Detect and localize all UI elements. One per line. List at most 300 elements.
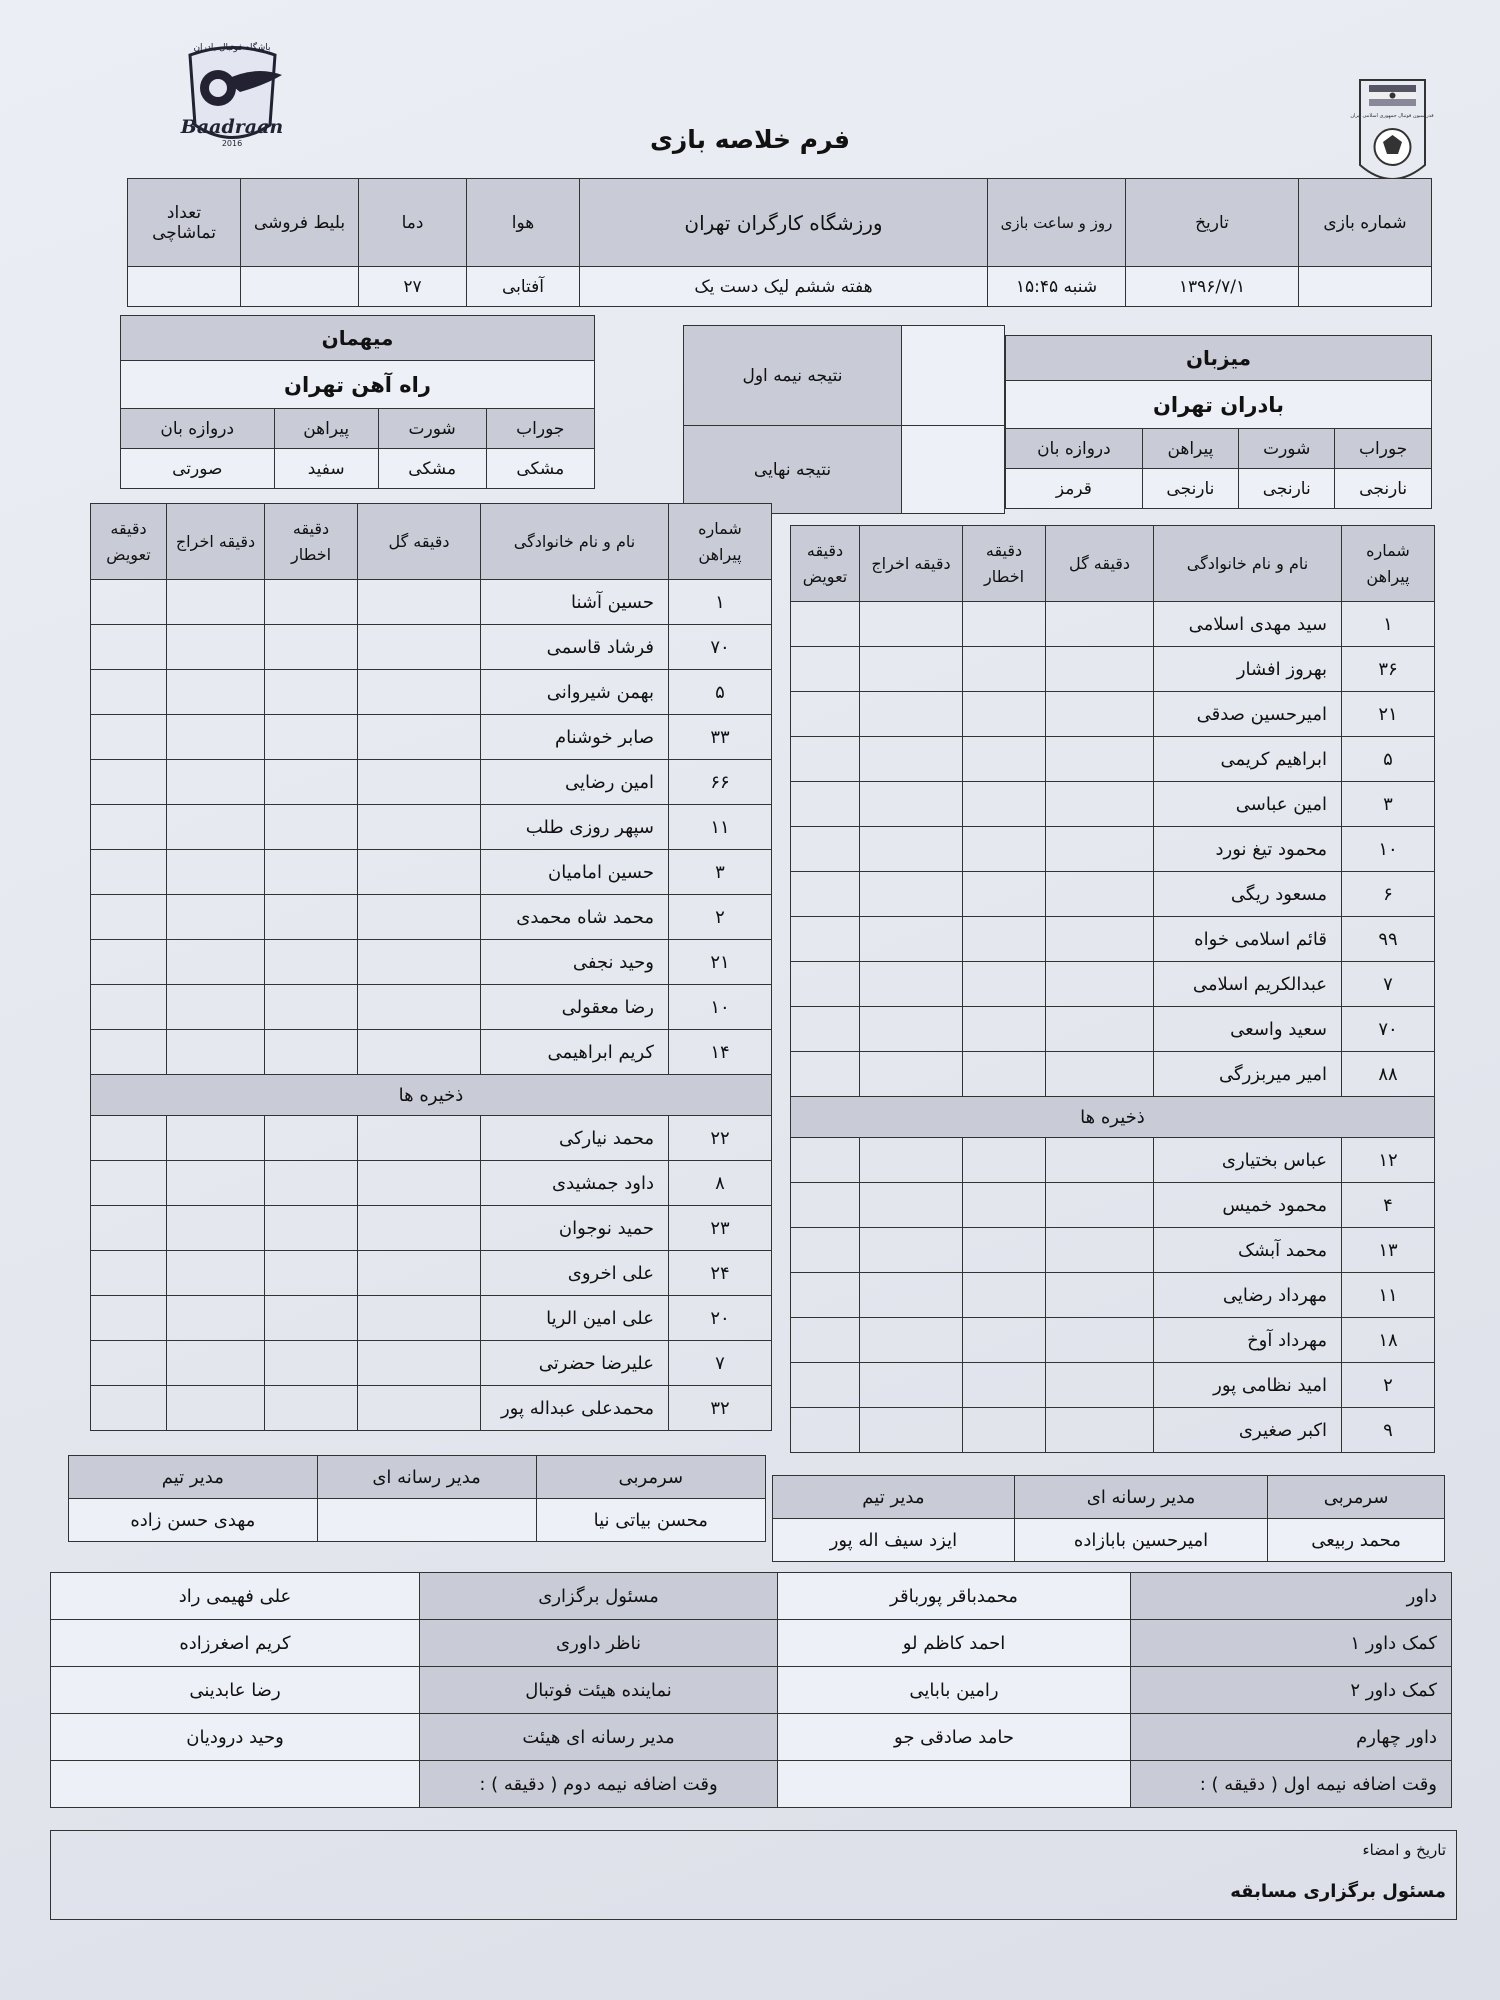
away-gk-label: دروازه بان: [121, 409, 275, 449]
player-name: سپهر روزی طلب: [481, 805, 669, 850]
away-shorts-label: شورت: [378, 409, 486, 449]
reserve-row: [91, 1386, 772, 1431]
sendoff-minute: [167, 1296, 265, 1341]
substitution-minute: [791, 872, 860, 917]
substitution-minute: [91, 850, 167, 895]
player-number: ۲۱: [1342, 692, 1435, 737]
board-rep-label: نماینده هیئت فوتبال: [420, 1667, 778, 1714]
player-number: ۲: [669, 895, 772, 940]
player-number: ۳: [1342, 782, 1435, 827]
player-number: ۱۱: [669, 805, 772, 850]
date-label: تاریخ: [1126, 179, 1299, 267]
player-number: ۱۳: [1342, 1228, 1435, 1273]
player-number: ۵: [669, 670, 772, 715]
player-number: ۲۳: [669, 1206, 772, 1251]
reserve-row: [91, 1341, 772, 1386]
reserves-label: ذخیره ها: [91, 1075, 772, 1116]
reserve-row: [791, 1273, 1435, 1318]
federation-logo: [1350, 75, 1434, 195]
sendoff-minute: [167, 715, 265, 760]
reserve-row: [791, 1363, 1435, 1408]
goal-minute: [358, 580, 481, 625]
player-name: محمد شاه محمدی: [481, 895, 669, 940]
player-row: [791, 647, 1435, 692]
club-logo: [170, 30, 295, 155]
sendoff-minute: [860, 1052, 963, 1097]
warning-minute: [963, 782, 1046, 827]
reserves-label: ذخیره ها: [791, 1097, 1435, 1138]
away-coach: محسن بیاتی نیا: [536, 1499, 765, 1542]
warning-minute: [963, 647, 1046, 692]
warning-minute: [265, 1296, 358, 1341]
substitution-minute: [91, 760, 167, 805]
substitution-minute: [91, 1296, 167, 1341]
substitution-minute: [791, 962, 860, 1007]
added-time-2: [51, 1761, 420, 1808]
player-number: ۱۱: [1342, 1273, 1435, 1318]
sendoff-minute: [860, 1138, 963, 1183]
substitution-minute: [791, 1007, 860, 1052]
sendoff-minute: [860, 782, 963, 827]
substitution-minute: [791, 1183, 860, 1228]
player-number: ۱۰: [1342, 827, 1435, 872]
goal-minute: [358, 1296, 481, 1341]
player-number: ۱۲: [1342, 1138, 1435, 1183]
col-num: شماره پیراهن: [669, 504, 772, 580]
sendoff-minute: [860, 737, 963, 782]
club-logo-word: Baadraan: [180, 116, 284, 138]
reserve-row: [91, 1116, 772, 1161]
home-team-manager: ایزد سیف اله پور: [773, 1519, 1015, 1562]
added-time-2-label: وقت اضافه نیمه دوم ( دقیقه ) :: [420, 1761, 778, 1808]
substitution-minute: [91, 1251, 167, 1296]
federation-logo-caption: فدراسیون فوتبال جمهوری اسلامی ایران: [1350, 113, 1434, 119]
reserve-row: [791, 1138, 1435, 1183]
tickets-label: بلیط فروشی: [241, 179, 359, 267]
player-name: امیر میربزرگی: [1154, 1052, 1342, 1097]
goal-minute: [1046, 602, 1154, 647]
col-goal: دقیقه گل: [1046, 526, 1154, 602]
fourth-label: داور چهارم: [1131, 1714, 1452, 1761]
player-name: اکبر صغیری: [1154, 1408, 1342, 1453]
goal-minute: [358, 1161, 481, 1206]
player-number: ۷۰: [669, 625, 772, 670]
warning-minute: [963, 737, 1046, 782]
warning-minute: [963, 872, 1046, 917]
player-name: مهرداد آوخ: [1154, 1318, 1342, 1363]
substitution-minute: [91, 580, 167, 625]
player-name: وحید نجفی: [481, 940, 669, 985]
player-row: [791, 1007, 1435, 1052]
player-number: ۳۲: [669, 1386, 772, 1431]
goal-minute: [1046, 1228, 1154, 1273]
home-shirt: نارنجی: [1142, 469, 1238, 509]
player-name: بهمن شیروانی: [481, 670, 669, 715]
warning-minute: [963, 1273, 1046, 1318]
home-team-manager-label: مدیر تیم: [773, 1476, 1015, 1519]
home-shirt-label: پیراهن: [1142, 429, 1238, 469]
warning-minute: [265, 1341, 358, 1386]
player-row: [91, 580, 772, 625]
player-name: بهروز افشار: [1154, 647, 1342, 692]
sendoff-minute: [860, 692, 963, 737]
warning-minute: [963, 1318, 1046, 1363]
col-warn: دقیقه اخطار: [963, 526, 1046, 602]
goal-minute: [358, 805, 481, 850]
sendoff-minute: [860, 647, 963, 692]
away-shirt: سفید: [274, 449, 378, 489]
sendoff-minute: [167, 1030, 265, 1075]
player-row: [91, 760, 772, 805]
player-row: [91, 670, 772, 715]
goal-minute: [358, 1341, 481, 1386]
date-value: ۱۳۹۶/۷/۱: [1126, 267, 1299, 307]
warning-minute: [265, 1161, 358, 1206]
substitution-minute: [91, 1386, 167, 1431]
substitution-minute: [91, 625, 167, 670]
goal-minute: [1046, 1138, 1154, 1183]
goal-minute: [358, 1386, 481, 1431]
col-name: نام و نام خانوادگی: [1154, 526, 1342, 602]
player-row: [791, 602, 1435, 647]
reserve-row: [791, 1408, 1435, 1453]
player-name: عبدالکریم اسلامی: [1154, 962, 1342, 1007]
player-number: ۶۶: [669, 760, 772, 805]
day-time-label: روز و ساعت بازی: [988, 179, 1126, 267]
substitution-minute: [91, 670, 167, 715]
goal-minute: [358, 1206, 481, 1251]
reserve-row: [91, 1296, 772, 1341]
goal-minute: [358, 1030, 481, 1075]
sendoff-minute: [167, 1386, 265, 1431]
warning-minute: [963, 827, 1046, 872]
sendoff-minute: [860, 1183, 963, 1228]
substitution-minute: [791, 1363, 860, 1408]
player-row: [791, 827, 1435, 872]
away-label: میهمان: [121, 316, 595, 361]
sendoff-minute: [167, 895, 265, 940]
player-number: ۲: [1342, 1363, 1435, 1408]
warning-minute: [265, 1386, 358, 1431]
warning-minute: [265, 985, 358, 1030]
temperature-value: ۲۷: [359, 267, 467, 307]
home-shorts-label: شورت: [1239, 429, 1335, 469]
home-label: میزبان: [1006, 336, 1432, 381]
player-name: علی اخروی: [481, 1251, 669, 1296]
half-time-result: [902, 326, 1005, 426]
board-rep: رضا عابدینی: [51, 1667, 420, 1714]
warning-minute: [265, 1206, 358, 1251]
col-warn: دقیقه اخطار: [265, 504, 358, 580]
player-name: امین عباسی: [1154, 782, 1342, 827]
goal-minute: [1046, 1318, 1154, 1363]
warning-minute: [963, 917, 1046, 962]
goal-minute: [358, 760, 481, 805]
spectators-value: [128, 267, 241, 307]
substitution-minute: [91, 985, 167, 1030]
away-media-manager: [317, 1499, 536, 1542]
player-number: ۱۴: [669, 1030, 772, 1075]
half-time-label: نتیجه نیمه اول: [684, 326, 902, 426]
warning-minute: [265, 850, 358, 895]
warning-minute: [265, 580, 358, 625]
warning-minute: [265, 1116, 358, 1161]
reserve-row: [91, 1251, 772, 1296]
day-time-value: شنبه ۱۵:۴۵: [988, 267, 1126, 307]
sendoff-minute: [860, 1363, 963, 1408]
substitution-minute: [91, 895, 167, 940]
player-row: [791, 1052, 1435, 1097]
goal-minute: [358, 895, 481, 940]
week-value: هفته ششم لیک دست یک: [580, 267, 988, 307]
player-row: [91, 715, 772, 760]
referee-label: داور: [1131, 1573, 1452, 1620]
player-number: ۲۴: [669, 1251, 772, 1296]
sendoff-minute: [860, 917, 963, 962]
player-name: علیرضا حضرتی: [481, 1341, 669, 1386]
player-row: [791, 962, 1435, 1007]
goal-minute: [358, 940, 481, 985]
ref-observer: کریم اصغرزاده: [51, 1620, 420, 1667]
player-name: امید نظامی پور: [1154, 1363, 1342, 1408]
player-row: [791, 782, 1435, 827]
home-team-header: [1005, 335, 1432, 509]
temperature-label: دما: [359, 179, 467, 267]
sendoff-minute: [167, 670, 265, 715]
added-time-1: [778, 1761, 1131, 1808]
goal-minute: [1046, 1363, 1154, 1408]
goal-minute: [358, 1116, 481, 1161]
warning-minute: [963, 692, 1046, 737]
player-name: مهرداد رضایی: [1154, 1273, 1342, 1318]
final-label: نتیجه نهایی: [684, 426, 902, 514]
goal-minute: [1046, 1408, 1154, 1453]
away-socks: مشکی: [486, 449, 594, 489]
player-row: [791, 872, 1435, 917]
home-media-manager: امیرحسین بابازاده: [1014, 1519, 1267, 1562]
away-team-manager: مهدی حسن زاده: [69, 1499, 318, 1542]
player-name: صابر خوشنام: [481, 715, 669, 760]
sendoff-minute: [167, 1161, 265, 1206]
sendoff-minute: [860, 962, 963, 1007]
sendoff-minute: [860, 1408, 963, 1453]
player-row: [91, 1030, 772, 1075]
substitution-minute: [791, 1273, 860, 1318]
sendoff-minute: [167, 985, 265, 1030]
player-name: ابراهیم کریمی: [1154, 737, 1342, 782]
player-number: ۴: [1342, 1183, 1435, 1228]
goal-minute: [358, 670, 481, 715]
player-row: [91, 805, 772, 850]
ar2: رامین بابایی: [778, 1667, 1131, 1714]
match-info-table: [127, 178, 1432, 307]
sendoff-minute: [167, 850, 265, 895]
goal-minute: [1046, 917, 1154, 962]
col-name: نام و نام خانوادگی: [481, 504, 669, 580]
home-socks-label: جوراب: [1335, 429, 1432, 469]
sendoff-minute: [860, 1273, 963, 1318]
home-team-name: بادران تهران: [1006, 381, 1432, 429]
sendoff-minute: [860, 1318, 963, 1363]
warning-minute: [265, 625, 358, 670]
player-name: محمدعلی عبداله پور: [481, 1386, 669, 1431]
sendoff-minute: [167, 1206, 265, 1251]
player-number: ۱: [1342, 602, 1435, 647]
home-shorts: نارنجی: [1239, 469, 1335, 509]
weather-label: هوا: [467, 179, 580, 267]
organizer: علی فهیمی راد: [51, 1573, 420, 1620]
substitution-minute: [791, 782, 860, 827]
player-name: حسین آشنا: [481, 580, 669, 625]
form-title: فرم خلاصه بازی: [649, 125, 851, 154]
ref-observer-label: ناظر داوری: [420, 1620, 778, 1667]
player-number: ۷: [669, 1341, 772, 1386]
home-staff-table: [772, 1475, 1445, 1562]
stadium: ورزشگاه کارگران تهران: [580, 179, 988, 267]
warning-minute: [963, 1228, 1046, 1273]
player-name: حمید نوجوان: [481, 1206, 669, 1251]
home-coach-label: سرمربی: [1268, 1476, 1445, 1519]
club-logo-year: 2016: [221, 139, 243, 148]
player-number: ۱: [669, 580, 772, 625]
player-name: امین رضایی: [481, 760, 669, 805]
player-row: [791, 917, 1435, 962]
goal-minute: [1046, 1007, 1154, 1052]
signature-box: [50, 1830, 1457, 1920]
warning-minute: [963, 1363, 1046, 1408]
player-name: قائم اسلامی خواه: [1154, 917, 1342, 962]
home-media-label: مدیر رسانه ای: [1014, 1476, 1267, 1519]
player-number: ۷۰: [1342, 1007, 1435, 1052]
final-result: [902, 426, 1005, 514]
player-number: ۷: [1342, 962, 1435, 1007]
player-name: محمد آبشک: [1154, 1228, 1342, 1273]
away-team-name: راه آهن تهران: [121, 361, 595, 409]
col-num: شماره پیراهن: [1342, 526, 1435, 602]
player-name: محمود خمیس: [1154, 1183, 1342, 1228]
substitution-minute: [791, 1318, 860, 1363]
warning-minute: [265, 1030, 358, 1075]
player-number: ۱۸: [1342, 1318, 1435, 1363]
player-number: ۱۰: [669, 985, 772, 1030]
substitution-minute: [91, 805, 167, 850]
substitution-minute: [91, 1116, 167, 1161]
substitution-minute: [791, 1138, 860, 1183]
goal-minute: [1046, 872, 1154, 917]
match-number-label: شماره بازی: [1299, 179, 1432, 267]
sendoff-minute: [860, 872, 963, 917]
board-media-label: مدیر رسانه ای هیئت: [420, 1714, 778, 1761]
player-row: [791, 692, 1435, 737]
reserve-row: [791, 1228, 1435, 1273]
col-sub: دقیقه تعویض: [91, 504, 167, 580]
home-coach: محمد ربیعی: [1268, 1519, 1445, 1562]
sendoff-minute: [167, 1341, 265, 1386]
substitution-minute: [791, 602, 860, 647]
warning-minute: [963, 962, 1046, 1007]
col-sendoff: دقیقه اخراج: [167, 504, 265, 580]
player-row: [91, 985, 772, 1030]
substitution-minute: [791, 827, 860, 872]
warning-minute: [265, 715, 358, 760]
substitution-minute: [791, 737, 860, 782]
player-name: علی امین الریا: [481, 1296, 669, 1341]
goal-minute: [1046, 737, 1154, 782]
player-number: ۸: [669, 1161, 772, 1206]
goal-minute: [1046, 647, 1154, 692]
player-name: داود جمشیدی: [481, 1161, 669, 1206]
substitution-minute: [791, 692, 860, 737]
sendoff-minute: [860, 1228, 963, 1273]
player-name: محمد نیارکی: [481, 1116, 669, 1161]
player-name: محمود تیغ نورد: [1154, 827, 1342, 872]
goal-minute: [358, 985, 481, 1030]
goal-minute: [358, 715, 481, 760]
sendoff-minute: [167, 625, 265, 670]
warning-minute: [963, 1052, 1046, 1097]
away-media-label: مدیر رسانه ای: [317, 1456, 536, 1499]
substitution-minute: [91, 1341, 167, 1386]
col-sendoff: دقیقه اخراج: [860, 526, 963, 602]
col-goal: دقیقه گل: [358, 504, 481, 580]
player-name: امیرحسین صدقی: [1154, 692, 1342, 737]
warning-minute: [265, 670, 358, 715]
goal-minute: [1046, 1052, 1154, 1097]
player-number: ۲۰: [669, 1296, 772, 1341]
away-gk: صورتی: [121, 449, 275, 489]
organizer-label: مسئول برگزاری: [420, 1573, 778, 1620]
player-number: ۶: [1342, 872, 1435, 917]
goal-minute: [1046, 1183, 1154, 1228]
goal-minute: [1046, 1273, 1154, 1318]
warning-minute: [265, 760, 358, 805]
player-number: ۵: [1342, 737, 1435, 782]
ar2-label: کمک داور ۲: [1131, 1667, 1452, 1714]
player-number: ۹: [1342, 1408, 1435, 1453]
substitution-minute: [91, 1206, 167, 1251]
weather-value: آفتابی: [467, 267, 580, 307]
away-staff-table: [68, 1455, 766, 1542]
home-socks: نارنجی: [1335, 469, 1432, 509]
substitution-minute: [91, 1030, 167, 1075]
sendoff-minute: [860, 602, 963, 647]
home-gk: قرمز: [1006, 469, 1143, 509]
reserve-row: [791, 1183, 1435, 1228]
warning-minute: [265, 1251, 358, 1296]
player-row: [91, 940, 772, 985]
sendoff-minute: [167, 940, 265, 985]
ar1-label: کمک داور ۱: [1131, 1620, 1452, 1667]
warning-minute: [963, 1408, 1046, 1453]
board-media: وحید درودیان: [51, 1714, 420, 1761]
sendoff-minute: [167, 760, 265, 805]
player-name: رضا معقولی: [481, 985, 669, 1030]
substitution-minute: [91, 1161, 167, 1206]
player-name: سید مهدی اسلامی: [1154, 602, 1342, 647]
warning-minute: [963, 1183, 1046, 1228]
reserve-row: [791, 1318, 1435, 1363]
player-name: فرشاد قاسمی: [481, 625, 669, 670]
player-row: [91, 895, 772, 940]
player-name: حسین امامیان: [481, 850, 669, 895]
player-number: ۳۶: [1342, 647, 1435, 692]
results-table: [683, 325, 1005, 514]
ar1: احمد کاظم لو: [778, 1620, 1131, 1667]
substitution-minute: [791, 1408, 860, 1453]
player-number: ۹۹: [1342, 917, 1435, 962]
reserve-row: [91, 1206, 772, 1251]
goal-minute: [358, 625, 481, 670]
